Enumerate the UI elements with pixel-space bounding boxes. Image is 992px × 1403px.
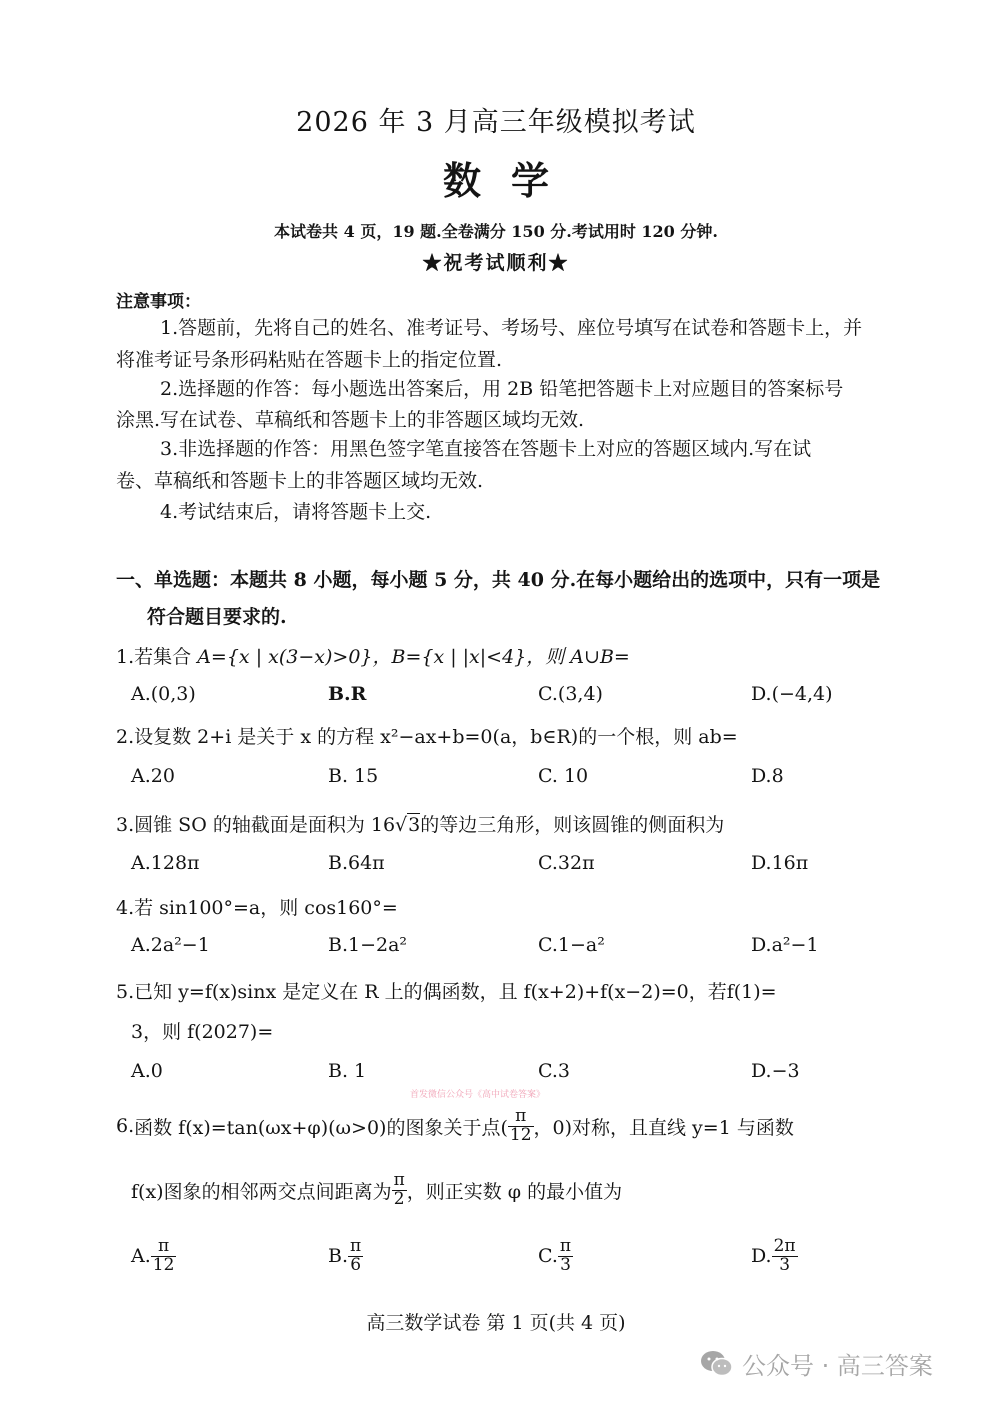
question-number: 4. <box>116 897 135 919</box>
small-watermark: 首发微信公众号《高中试卷答案》 <box>410 1090 546 1100</box>
notice-item-1-line2: 将准考证号条形码粘贴在答题卡上的指定位置. <box>116 349 503 371</box>
question-number: 6. <box>116 1115 135 1138</box>
q6-option-d[interactable] <box>751 1238 798 1275</box>
notice-item-2-line1: 2.选择题的作答：每小题选出答案后，用 2B 铅笔把答题卡上对应题目的答案标号 <box>160 378 844 400</box>
question-number: 3. <box>116 814 135 836</box>
fraction-numerator: π <box>393 1170 405 1190</box>
page-footer: 高三数学试卷 第 1 页(共 4 页) <box>366 1312 626 1334</box>
notice-item-3-line2: 卷、草稿纸和答题卡上的非答题区域均无效. <box>116 470 484 492</box>
question-4 <box>116 893 398 920</box>
fraction-numerator: 2π <box>773 1236 796 1256</box>
question-stem-line1-a: 函数 f(x)=tan(ωx+φ)(ω>0)的图象关于点( <box>134 1116 508 1139</box>
option-label: C. <box>538 1245 558 1268</box>
fraction-numerator: π <box>151 1238 177 1257</box>
question-2 <box>116 722 738 749</box>
question-5 <box>116 977 777 1004</box>
question-number: 1. <box>116 646 135 668</box>
fraction-numerator: π <box>350 1236 362 1256</box>
question-5-line2: 3，则 f(2027)= <box>131 1021 274 1043</box>
q2-option-c[interactable]: C. 10 <box>538 765 589 787</box>
fraction-denominator: 3 <box>779 1254 791 1275</box>
wechat-icon <box>700 1349 734 1379</box>
fraction-pi-over-2 <box>392 1172 407 1209</box>
q3-option-c[interactable]: C.32π <box>538 852 595 874</box>
q2-option-b[interactable]: B. 15 <box>328 765 379 787</box>
question-stem-line1: 已知 y=f(x)sinx 是定义在 R 上的偶函数，且 f(x+2)+f(x−2)=0，若f(1)= <box>134 981 777 1003</box>
q5-option-a[interactable]: A.0 <box>131 1060 163 1082</box>
question-stem-line2-a: f(x)图象的相邻两交点间距离为 <box>131 1180 392 1203</box>
q2-option-a[interactable]: A.20 <box>131 765 175 787</box>
fraction-denominator: 12 <box>152 1254 175 1275</box>
notice-heading: 注意事项： <box>116 292 201 312</box>
fraction-pi-over-12 <box>508 1108 534 1145</box>
subject-title: 数学 <box>442 158 579 203</box>
fraction-denominator: 12 <box>509 1124 532 1145</box>
wechat-account-badge <box>700 1346 933 1381</box>
notice-item-4: 4.考试结束后，请将答题卡上交. <box>160 501 432 523</box>
question-stem: 设复数 2+i 是关于 x 的方程 x²−ax+b=0(a，b∈R)的一个根，则 ab= <box>134 726 738 748</box>
q3-option-a[interactable]: A.128π <box>131 852 200 874</box>
q4-option-b[interactable]: B.1−2a² <box>328 934 408 956</box>
wechat-account-text: 公众号 · 高三答案 <box>742 1352 933 1380</box>
q4-option-d[interactable]: D.a²−1 <box>751 934 819 956</box>
sqrt-symbol: √ <box>395 814 408 836</box>
exam-title: 2026 年 3 月高三年级模拟考试 <box>296 107 696 138</box>
q5-option-c[interactable]: C.3 <box>538 1060 570 1082</box>
sqrt-radicand: 3 <box>408 814 421 836</box>
section-heading-line1: 一、单选题：本题共 8 小题，每小题 5 分，共 40 分.在每小题给出的选项中，只有一项是 <box>116 569 881 591</box>
notice-item-2-line2: 涂黑.写在试卷、草稿纸和答题卡上的非答题区域均无效. <box>116 409 585 431</box>
fraction-numerator: π <box>508 1108 534 1127</box>
fraction-numerator: π <box>559 1236 572 1256</box>
q1-option-d[interactable]: D.(−4,4) <box>751 683 833 705</box>
question-stem-line2-b: ，则正实数 φ 的最小值为 <box>406 1180 623 1203</box>
q6-option-c[interactable] <box>538 1238 573 1275</box>
q3-option-b[interactable]: B.64π <box>328 852 385 874</box>
option-fraction <box>558 1238 573 1275</box>
q4-option-c[interactable]: C.1−a² <box>538 934 605 956</box>
notice-item-1-line1: 1.答题前，先将自己的姓名、准考证号、考场号、座位号填写在试卷和答题卡上，并 <box>160 317 863 339</box>
notice-item-3-line1: 3.非选择题的作答：用黑色签字笔直接答在答题卡上对应的答题区域内.写在试 <box>160 438 812 460</box>
question-stem: 若 sin100°=a，则 cos160°= <box>134 897 398 919</box>
option-label: D. <box>751 1245 772 1268</box>
question-stem-prefix: 若集合 <box>134 646 192 668</box>
q5-option-b[interactable]: B. 1 <box>328 1060 367 1082</box>
q2-option-d[interactable]: D.8 <box>751 765 784 787</box>
question-stem-b: 的等边三角形，则该圆锥的侧面积为 <box>420 814 725 836</box>
option-fraction <box>772 1238 798 1275</box>
fraction-denominator: 6 <box>350 1254 362 1275</box>
option-label: B. <box>328 1245 349 1268</box>
fraction-denominator: 3 <box>560 1254 571 1275</box>
option-fraction <box>348 1238 363 1275</box>
good-luck-banner: ★祝考试顺利★ <box>422 252 570 274</box>
question-3 <box>116 810 724 837</box>
q1-option-b[interactable]: B.R <box>328 683 367 705</box>
q5-option-d[interactable]: D.−3 <box>751 1060 800 1082</box>
question-stem-math: A={x | x(3−x)>0}，B={x | |x|<4}，则 A∪B= <box>197 646 630 668</box>
question-6 <box>116 1108 794 1145</box>
q3-option-d[interactable]: D.16π <box>751 852 809 874</box>
section-heading-line2: 符合题目要求的. <box>147 606 287 628</box>
option-label: A. <box>131 1245 151 1268</box>
q1-option-a[interactable]: A.(0,3) <box>131 683 196 705</box>
question-6-line2 <box>131 1172 622 1209</box>
question-number: 2. <box>116 726 135 748</box>
question-stem-a: 圆锥 SO 的轴截面是面积为 16 <box>134 814 396 836</box>
q6-option-a[interactable] <box>131 1238 176 1275</box>
option-fraction <box>151 1238 177 1275</box>
q1-option-c[interactable]: C.(3,4) <box>538 683 603 705</box>
fraction-denominator: 2 <box>393 1188 405 1209</box>
exam-info: 本试卷共 4 页，19 题.全卷满分 150 分.考试用时 120 分钟. <box>274 222 718 241</box>
question-1 <box>116 642 630 669</box>
question-number: 5. <box>116 981 135 1003</box>
q4-option-a[interactable]: A.2a²−1 <box>131 934 210 956</box>
q6-option-b[interactable] <box>328 1238 363 1275</box>
question-stem-line1-b: ，0)对称，且直线 y=1 与函数 <box>533 1116 794 1139</box>
